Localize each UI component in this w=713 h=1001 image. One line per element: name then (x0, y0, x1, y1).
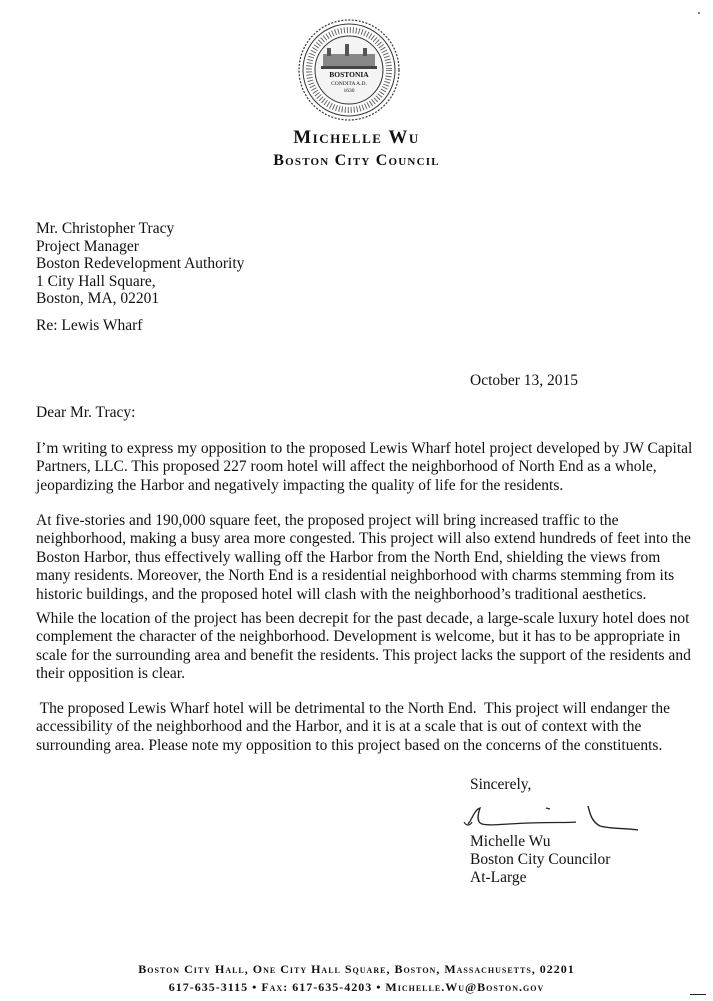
body-paragraph-3 (36, 610, 691, 684)
paragraph-line: neighborhood, making a busy area more congested. This project will also extend hundreds of feet into the (36, 530, 691, 548)
recipient-line: Boston Redevelopment Authority (36, 255, 245, 273)
footer-address: Boston City Hall, One City Hall Square, Boston, Massachusetts, 02201 (138, 962, 575, 976)
paragraph-line: While the location of the project has been decrepit for the past decade, a large-scale luxury hotel does not (36, 610, 690, 627)
letterhead-name: Michelle Wu (293, 127, 420, 148)
body-paragraph-1 (36, 440, 693, 495)
paragraph-line: jeopardizing the Harbor and negatively impacting the quality of life for the residents. (36, 476, 564, 494)
recipient-line: Mr. Christopher Tracy (36, 220, 175, 237)
footer-separator: • (252, 980, 258, 994)
paragraph-line: scale for the surrounding area and benefit the residents. This project lacks the support of the residents and (36, 646, 691, 664)
footer-separator: • (376, 980, 382, 994)
paragraph-line: many residents. Moreover, the North End is a residential neighborhood with charms stemming from its (36, 567, 675, 585)
letter-date: October 13, 2015 (470, 372, 579, 389)
recipient-address (36, 220, 244, 308)
paragraph-line: Partners, LLC. This proposed 227 room hotel will affect the neighborhood of North End as a whole, (36, 458, 657, 476)
recipient-line: Project Manager (36, 237, 139, 255)
paragraph-line: complement the character of the neighborhood. Development is welcome, but it has to be appropriate in (36, 628, 681, 646)
footer-fax: Fax: 617-635-4203 (261, 980, 373, 994)
handwritten-signature (460, 800, 645, 834)
seal-text-condita: CONDITA A.D. (331, 81, 367, 87)
paragraph-line: Boston Harbor, thus effectively walling off the Harbor from the North End, shielding the views from (36, 548, 661, 566)
seal-text-year: 1630 (343, 88, 355, 94)
body-paragraph-2 (36, 512, 691, 604)
paragraph-line: I’m writing to express my opposition to the proposed Lewis Wharf hotel project developed by JW Capital (36, 440, 693, 457)
paragraph-line: The proposed Lewis Wharf hotel will be detrimental to the North End. This project will endanger the (36, 700, 671, 717)
subject-line: Re: Lewis Wharf (36, 317, 143, 334)
recipient-line: Boston, MA, 02201 (36, 290, 160, 308)
city-seal-logo (297, 18, 401, 122)
footer-email: Michelle.Wu@Boston.gov (385, 980, 545, 994)
paragraph-line: accessibility of the neighborhood and the Harbor, and it is at a scale that is out of context with the (36, 718, 642, 736)
signer-name: Michelle Wu (470, 833, 551, 850)
footer-contact (0, 980, 713, 995)
signer-block (470, 833, 610, 887)
recipient-line: 1 City Hall Square, (36, 272, 156, 290)
signer-title: Boston City Councilor (470, 851, 611, 868)
scan-artifact (690, 994, 706, 995)
body-paragraph-4 (36, 700, 686, 755)
paragraph-line: their opposition is clear. (36, 665, 185, 683)
signer-role: At-Large (470, 869, 527, 886)
seal-text-bostonia: BOSTONIA (329, 70, 369, 79)
paragraph-line: surrounding area. Please note my opposition to this project based on the concerns of the constituents. (36, 736, 663, 754)
salutation: Dear Mr. Tracy: (36, 404, 136, 421)
closing: Sincerely, (470, 776, 532, 793)
paragraph-line: At five-stories and 190,000 square feet, the proposed project will bring increased traffic to the (36, 512, 619, 529)
letterhead-org: Boston City Council (273, 152, 440, 169)
scan-artifact (698, 12, 700, 14)
footer-phone: 617-635-3115 (168, 980, 249, 994)
paragraph-line: historic buildings, and the proposed hotel will clash with the neighborhood’s traditional aesthetics. (36, 585, 647, 603)
